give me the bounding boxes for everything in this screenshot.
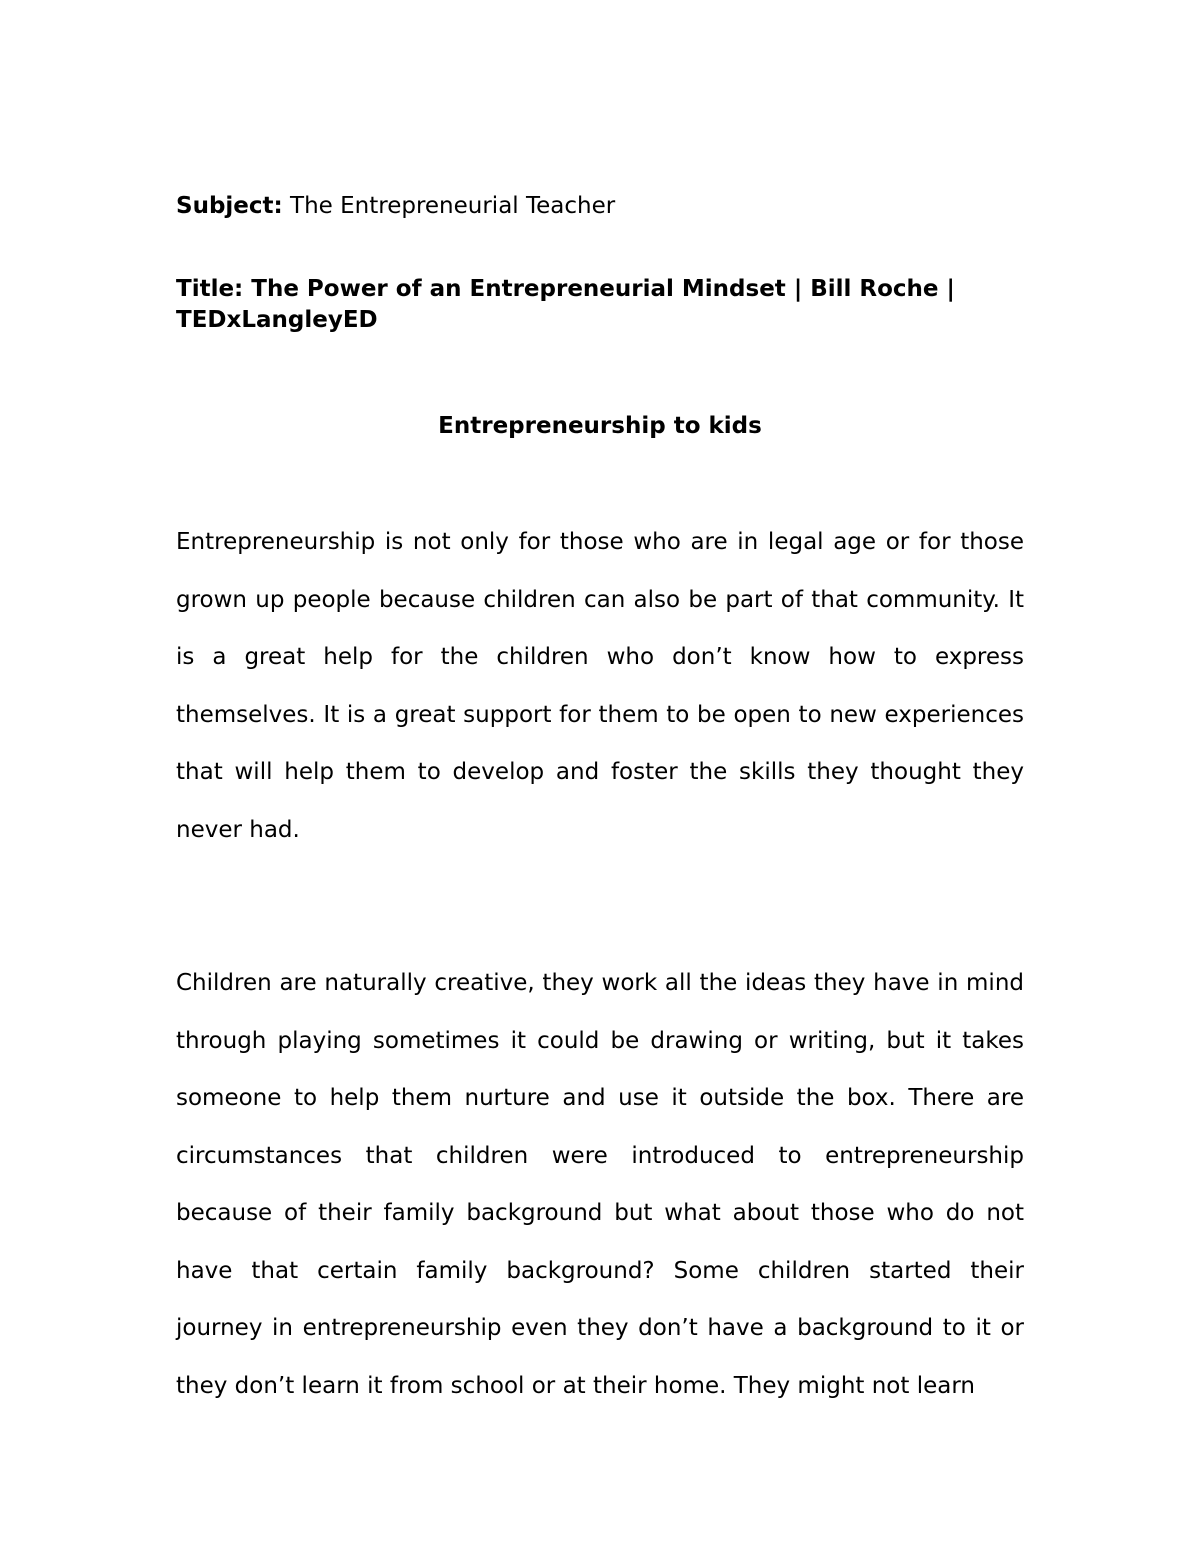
section-heading: Entrepreneurship to kids (438, 413, 762, 439)
subject-label: Subject: (176, 193, 283, 219)
title-line (176, 274, 1024, 336)
paragraph: Children are naturally creative, they work all the ideas they have in mind through playing sometimes it could be drawing or writing, but it takes someone to help them nurture and use it outside the box. There are circumstances that children were introduced to entrepreneurship because of their family background but what about those who do not have that certain family background? Some children started their journey in entrepreneurship even they don’t have a background to it or they don’t learn it from school or at their home. They might not learn (176, 970, 1024, 1399)
subject-value: The Entrepreneurial Teacher (282, 193, 616, 219)
paragraph: Entrepreneurship is not only for those who are in legal age or for those grown up people because children can also be part of that community. It is a great help for the children who don’t know how to express themselves. It is a great support for them to be open to new experiences that will help them to develop and foster the skills they thought they never had. (176, 529, 1024, 843)
document-body (176, 188, 1024, 1415)
title-label: Title: (176, 276, 244, 302)
subject-line (176, 188, 1024, 224)
title-value: The Power of an Entrepreneurial Mindset | Bill Roche | TEDxLangleyED (176, 276, 955, 333)
